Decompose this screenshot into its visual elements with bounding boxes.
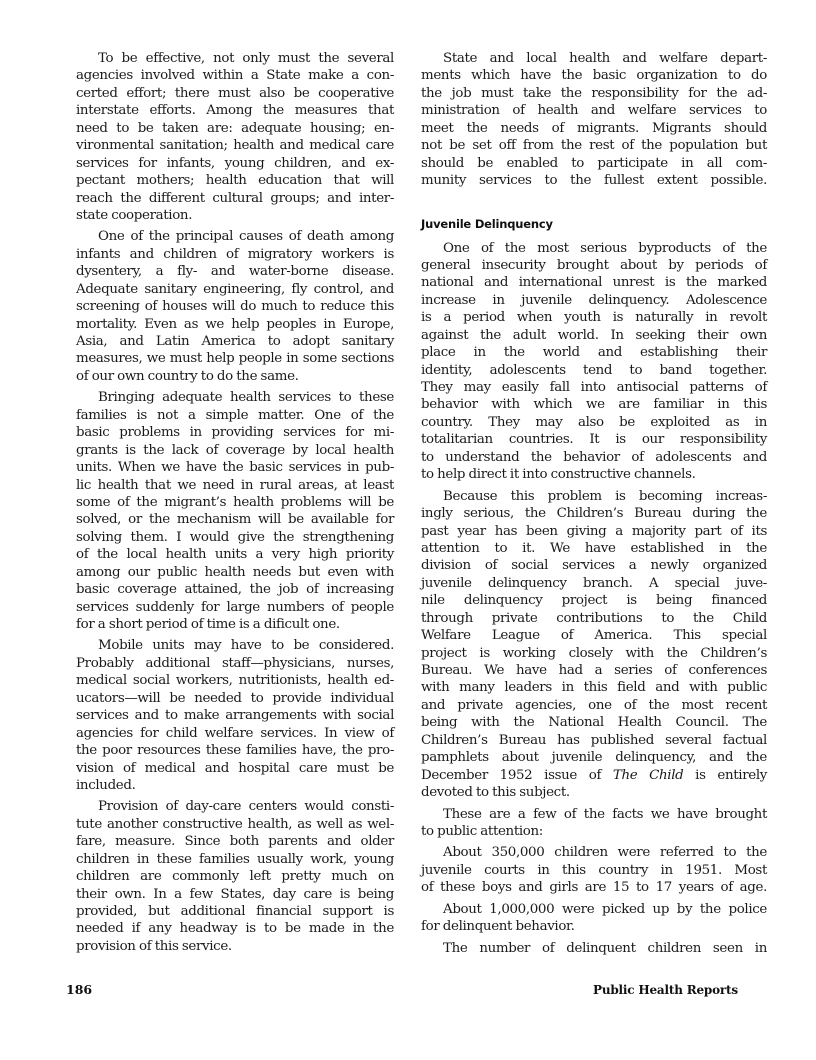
text-line: These are a few of the facts we have brought <box>443 806 767 822</box>
text-line: against the adult world. In seeking their own <box>421 327 767 343</box>
text-line: some of the migrant’s health problems will be <box>76 494 394 510</box>
right-column <box>421 50 767 961</box>
text-line: to help direct it into constructive channels. <box>421 467 696 483</box>
text-line: identity, adolescents tend to band together. <box>421 362 767 378</box>
paragraph-day-care <box>76 798 394 955</box>
paragraph-facts-intro <box>421 806 767 841</box>
text-line: grants is the lack of coverage by local health <box>76 442 394 458</box>
text-line: medical social workers, nutritionists, health ed- <box>76 673 394 689</box>
text-line: for a short period of time is a dificult one. <box>76 617 340 632</box>
text-line: children in these families usually work, young <box>76 851 394 867</box>
text-line: and private agencies, one of the most recent <box>421 697 767 713</box>
text-line: fare, measure. Since both parents and older <box>76 834 394 850</box>
text-line: services and to make arrangements with social <box>76 708 394 724</box>
text-line: Children’s Bureau has published several factual <box>421 732 767 748</box>
text-line: services for infants, young children, and ex- <box>76 155 394 171</box>
left-column <box>76 50 394 959</box>
text-line: solved, or the mechanism will be available for <box>76 512 394 528</box>
text-line: Bringing adequate health services to these <box>98 390 394 406</box>
text-line: included. <box>76 777 136 793</box>
paragraph-delinquent-children-count <box>421 940 767 957</box>
text-line: munity services to the fullest extent possible. <box>421 173 767 189</box>
text-line: attention to it. We have established in the <box>421 540 767 556</box>
text-line: About 1,000,000 were picked up by the police <box>443 901 767 917</box>
text-line: screening of houses will do much to reduce this <box>76 299 394 315</box>
text-line: to understand the behavior of adolescents and <box>421 449 767 465</box>
text-line: Asia, and Latin America to adopt sanitary <box>76 334 394 349</box>
text-line: of the local health units a very high priority <box>76 547 394 563</box>
text-line: past year has been giving a majority part of its <box>421 523 767 539</box>
text-line: to public attention: <box>421 823 543 839</box>
paragraph-byproducts <box>421 240 767 484</box>
paragraph-state-local-departments <box>421 50 767 190</box>
text-line: agencies for child welfare services. In view of <box>76 725 394 741</box>
text-fragment: is entirely <box>683 767 768 783</box>
text-line: place in the world and establishing their <box>421 345 767 361</box>
text-line: Because this problem is becoming increas- <box>443 488 767 504</box>
text-line: certed effort; there must also be cooperative <box>76 85 394 101</box>
text-line: vision of medical and hospital care must be <box>76 760 394 776</box>
text-line: should be enabled to participate in all com- <box>421 155 767 171</box>
text-line: vironmental sanitation; health and medical care <box>76 138 394 154</box>
text-line: The number of delinquent children seen in <box>443 940 767 956</box>
text-line: not be set off from the rest of the population but <box>421 138 767 154</box>
text-line: devoted to this subject. <box>421 785 570 801</box>
text-line: units. When we have the basic services in pub- <box>76 460 394 476</box>
text-line: Bureau. We have had a series of conferences <box>421 663 767 678</box>
text-line: pamphlets about juvenile delinquency, and the <box>421 750 767 766</box>
text-line: the job must take the responsibility for the ad- <box>421 85 767 101</box>
text-line: ingly serious, the Children’s Bureau during the <box>421 506 767 522</box>
text-line: To be effective, not only must the several <box>98 51 394 66</box>
text-fragment: December 1952 issue of <box>421 767 613 783</box>
text-line: basic coverage attained, the job of increasing <box>76 582 394 598</box>
text-line: among our public health needs but even with <box>76 564 394 580</box>
text-line: solving them. I would give the strengthening <box>76 529 394 545</box>
text-line: Welfare League of America. This special <box>421 628 767 644</box>
text-line: need to be taken are: adequate housing; en- <box>76 120 394 136</box>
text-line: ments which have the basic organization to do <box>421 68 767 84</box>
paragraph-dysentery <box>76 228 394 385</box>
text-line: agencies involved within a State make a con- <box>76 68 394 84</box>
text-line: lic health that we need in rural areas, at least <box>76 477 394 493</box>
text-line: reach the different cultural groups; and inter- <box>76 190 394 206</box>
text-line: through private contributions to the Child <box>421 610 767 626</box>
text-line: is a period when youth is naturally in revolt <box>421 310 767 326</box>
text-line: One of the principal causes of death among <box>98 229 394 245</box>
paragraph-health-services <box>76 389 394 633</box>
text-line: of these boys and girls are 15 to 17 years of age. <box>421 880 767 896</box>
section-heading-juvenile-delinquency: Juvenile Delinquency <box>421 216 553 231</box>
text-line: infants and children of migratory workers is <box>76 246 394 262</box>
text-line: with many leaders in this field and with public <box>421 680 767 696</box>
text-line: of our own country to do the same. <box>76 368 299 384</box>
text-line-with-publication-title <box>421 767 767 784</box>
text-line: country. They may also be exploited as in <box>421 414 767 430</box>
text-line: needed if any headway is to be made in the <box>76 921 394 937</box>
text-line: behavior with which we are familiar in this <box>421 397 767 413</box>
text-line: tute another constructive health, as well as wel- <box>76 816 394 832</box>
text-line: their own. In a few States, day care is being <box>76 886 394 902</box>
paragraph-mobile-units <box>76 637 394 794</box>
paragraph-fact-juvenile-courts <box>421 844 767 896</box>
text-line: State and local health and welfare depart- <box>443 51 767 66</box>
text-line: families is not a simple matter. One of the <box>76 407 394 423</box>
text-line: being with the National Health Council. The <box>421 715 767 731</box>
text-line: Probably additional staff—physicians, nurses, <box>76 655 394 671</box>
publication-title: The Child <box>612 767 684 783</box>
text-line: juvenile delinquency branch. A special juve- <box>421 575 767 591</box>
text-line: nile delinquency project is being financed <box>421 593 767 609</box>
text-line: One of the most serious byproducts of the <box>443 240 767 256</box>
paragraph-childrens-bureau <box>421 488 767 802</box>
paragraph-cooperative-efforts <box>76 50 394 224</box>
text-line: the poor resources these families have, the pro- <box>76 743 394 759</box>
text-line: children are commonly left pretty much on <box>76 869 394 885</box>
text-line: measures, we must help people in some sections <box>76 351 394 367</box>
text-line: provided, but additional financial support is <box>76 904 394 919</box>
text-line: ministration of health and welfare services to <box>421 103 767 119</box>
text-line: division of social services a newly organized <box>421 558 767 574</box>
text-line: interstate efforts. Among the measures that <box>76 103 394 119</box>
running-footer-journal-title: Public Health Reports <box>593 983 738 997</box>
text-line: for delinquent behavior. <box>421 919 575 935</box>
text-line: national and international unrest is the marked <box>421 275 767 291</box>
text-line: totalitarian countries. It is our responsibility <box>421 432 767 448</box>
text-line: project is working closely with the Children’s <box>421 645 767 661</box>
text-line: juvenile courts in this country in 1951. Most <box>421 862 767 878</box>
paragraph-fact-police <box>421 901 767 936</box>
text-line: increase in juvenile delinquency. Adolescence <box>421 292 767 308</box>
text-line: state cooperation. <box>76 207 193 223</box>
text-line: They may easily fall into antisocial patterns of <box>421 380 767 395</box>
text-line: Adequate sanitary engineering, fly control, and <box>76 281 394 297</box>
text-line: ucators—will be needed to provide individual <box>76 690 394 706</box>
text-line: provision of this service. <box>76 938 232 954</box>
text-line: meet the needs of migrants. Migrants should <box>421 120 767 136</box>
text-line: Mobile units may have to be considered. <box>98 638 394 654</box>
text-line: About 350,000 children were referred to the <box>443 845 767 861</box>
text-line: Provision of day-care centers would consti- <box>98 799 394 815</box>
page-number: 186 <box>66 982 93 997</box>
text-line: dysentery, a fly- and water-borne disease. <box>76 264 394 280</box>
text-line: pectant mothers; health education that will <box>76 173 394 189</box>
text-line: general insecurity brought about by periods of <box>421 257 767 273</box>
text-line: services suddenly for large numbers of people <box>76 599 394 615</box>
text-line: basic problems in providing services for mi- <box>76 425 394 441</box>
text-line: mortality. Even as we help peoples in Europe, <box>76 316 394 332</box>
